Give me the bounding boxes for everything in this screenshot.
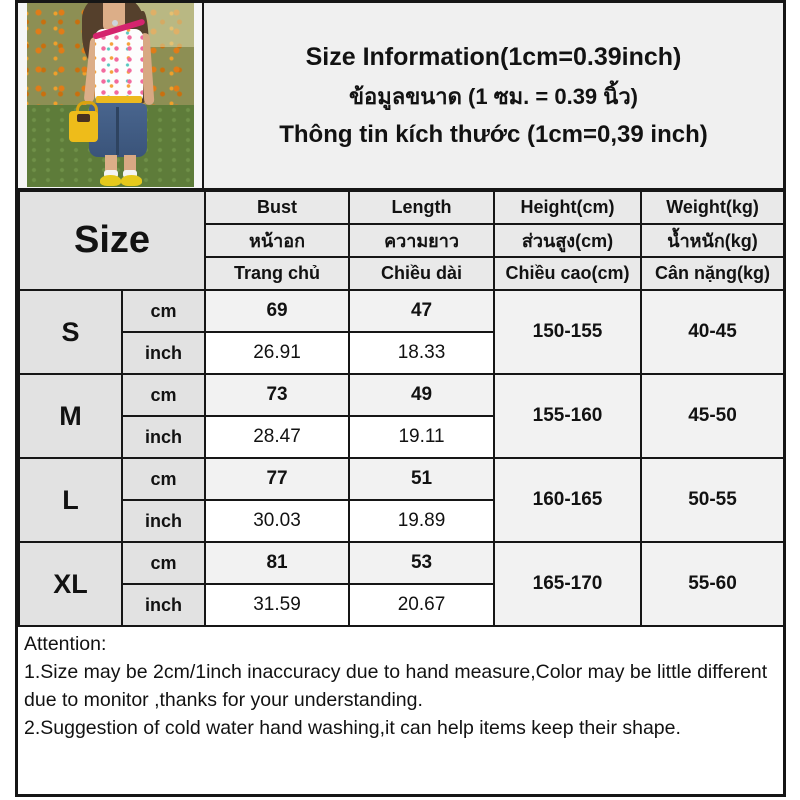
col-height-th: ส่วนสูง(cm) — [494, 224, 641, 257]
product-photo — [27, 3, 194, 187]
length-in-s: 18.33 — [349, 332, 494, 374]
yellow-shoe-left — [100, 175, 121, 186]
attention-line: 1.Size may be 2cm/1inch inaccuracy due to hand measure,Color may be little different — [24, 661, 768, 683]
weight-l: 50-55 — [641, 458, 784, 542]
weight-m: 45-50 — [641, 374, 784, 458]
yellow-shoe-right — [121, 175, 142, 186]
bust-cm-s: 69 — [205, 290, 349, 332]
length-cm-s: 47 — [349, 290, 494, 332]
weight-s: 40-45 — [641, 290, 784, 374]
col-weight-vi: Cân nặng(kg) — [641, 257, 784, 290]
length-cm-l: 51 — [349, 458, 494, 500]
bust-cm-l: 77 — [205, 458, 349, 500]
size-label-m: M — [19, 374, 122, 458]
bust-in-l: 30.03 — [205, 500, 349, 542]
length-in-l: 19.89 — [349, 500, 494, 542]
unit-inch: inch — [122, 584, 205, 626]
size-label-s: S — [19, 290, 122, 374]
denim-seam — [116, 107, 119, 155]
col-length-vi: Chiều dài — [349, 257, 494, 290]
unit-inch: inch — [122, 416, 205, 458]
col-length-th: ความยาว — [349, 224, 494, 257]
size-label-l: L — [19, 458, 122, 542]
height-m: 155-160 — [494, 374, 641, 458]
unit-cm: cm — [122, 374, 205, 416]
bust-in-s: 26.91 — [205, 332, 349, 374]
size-chart-table — [18, 190, 785, 627]
weight-xl: 55-60 — [641, 542, 784, 626]
col-weight-en: Weight(kg) — [641, 191, 784, 224]
title-vietnamese: Thông tin kích thước (1cm=0,39 inch) — [279, 120, 708, 148]
col-height-en: Height(cm) — [494, 191, 641, 224]
attention-line: 2.Suggestion of cold water hand washing,it can help items keep their shape. — [24, 717, 681, 739]
table-row — [19, 290, 784, 332]
attention-line: Attention: — [24, 633, 107, 655]
length-cm-xl: 53 — [349, 542, 494, 584]
height-xl: 165-170 — [494, 542, 641, 626]
title-block — [204, 3, 783, 188]
bust-cm-m: 73 — [205, 374, 349, 416]
col-bust-th: หน้าอก — [205, 224, 349, 257]
attention-note — [18, 627, 783, 745]
unit-cm: cm — [122, 458, 205, 500]
photo-cell — [18, 3, 204, 188]
length-in-m: 19.11 — [349, 416, 494, 458]
unit-cm: cm — [122, 542, 205, 584]
table-row — [19, 458, 784, 500]
attention-line: due to monitor ,thanks for your understanding. — [24, 689, 423, 711]
unit-inch: inch — [122, 500, 205, 542]
yellow-hem — [96, 96, 142, 103]
size-header-cell: Size — [19, 191, 205, 290]
height-l: 160-165 — [494, 458, 641, 542]
col-bust-vi: Trang chủ — [205, 257, 349, 290]
title-thai: ข้อมูลขนาด (1 ซม. = 0.39 นิ้ว) — [348, 83, 638, 109]
bag-contents — [77, 114, 90, 122]
header-row-en — [19, 191, 784, 224]
table-row — [19, 542, 784, 584]
floral-tank-top — [95, 29, 143, 101]
table-row — [19, 374, 784, 416]
col-height-vi: Chiều cao(cm) — [494, 257, 641, 290]
top-section — [18, 3, 783, 190]
length-cm-m: 49 — [349, 374, 494, 416]
bust-in-xl: 31.59 — [205, 584, 349, 626]
length-in-xl: 20.67 — [349, 584, 494, 626]
size-label-xl: XL — [19, 542, 122, 626]
model-necklace — [112, 20, 118, 26]
bust-cm-xl: 81 — [205, 542, 349, 584]
title-english: Size Information(1cm=0.39inch) — [305, 42, 682, 71]
col-weight-th: น้ำหนัก(kg) — [641, 224, 784, 257]
size-chart-sheet — [15, 0, 786, 797]
unit-cm: cm — [122, 290, 205, 332]
col-bust-en: Bust — [205, 191, 349, 224]
height-s: 150-155 — [494, 290, 641, 374]
unit-inch: inch — [122, 332, 205, 374]
bust-in-m: 28.47 — [205, 416, 349, 458]
col-length-en: Length — [349, 191, 494, 224]
